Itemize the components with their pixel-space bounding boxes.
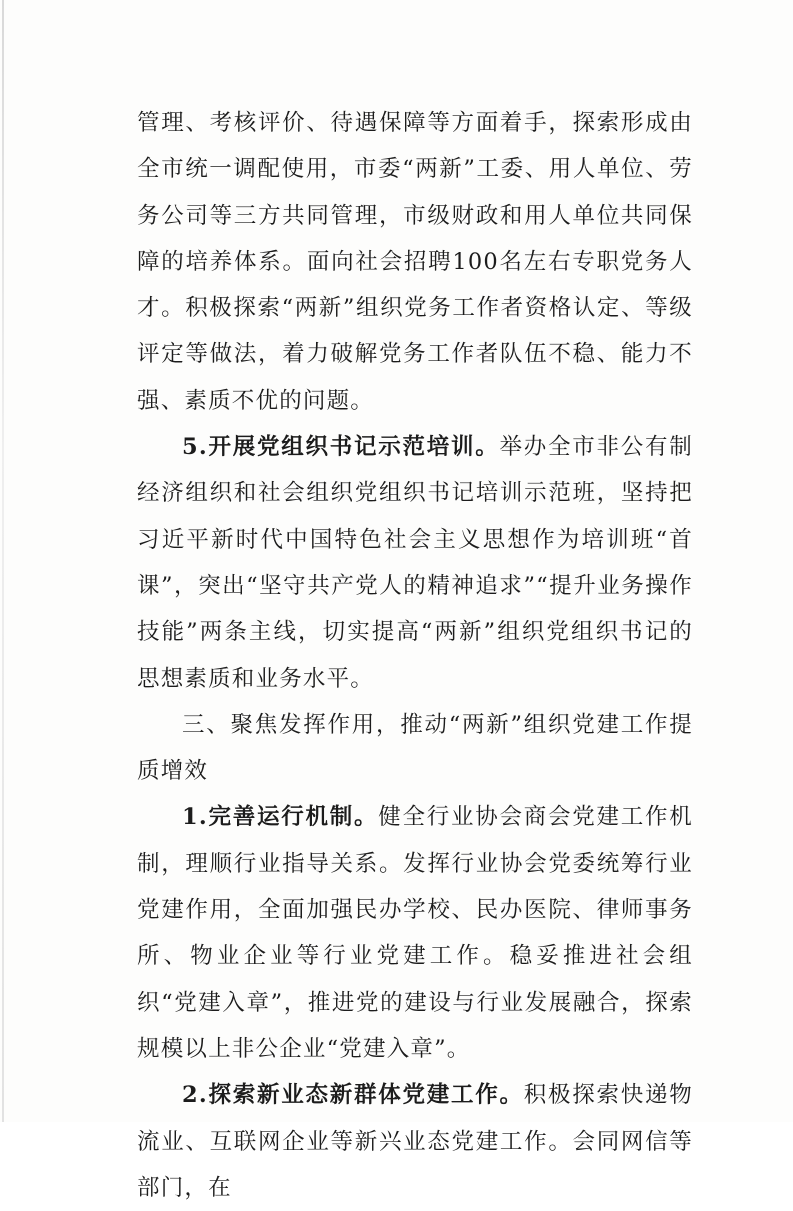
paragraph-heading: 5.开展党组织书记示范培训。 [182,434,500,461]
paragraph-heading: 2.探索新业态新群体党建工作。 [182,1082,524,1109]
paragraph-text: 健全行业协会商会党建工作机制，理顺行业指导关系。发挥行业协会党委统筹行业党建作用，全面加强民办学校、民办医院、律师事务所、物业企业等行业党建工作。稳妥推进社会组织“党建入章”，推进党的建设与行业发展融合，探索规模以上非公企业“党建入章”。 [137,804,693,1062]
paragraph-new-business-forms [137,1072,693,1211]
scan-edge-shadow [2,0,4,1122]
paragraph-operating-mechanism [137,794,693,1072]
paragraph-text: 管理、考核评价、待遇保障等方面着手，探索形成由全市统一调配使用，市委“两新”工委、用人单位、劳务公司等三方共同管理，市级财政和用人单位共同保障的培养体系。面向社会招聘100名左右专职党务人才。积极探索“两新”组织党务工作者资格认定、等级评定等做法，着力破解党务工作者队伍不稳、能力不强、素质不优的问题。 [137,110,693,414]
paragraph-text: 积极探索快递物流业、互联网企业等新兴业态党建工作。会同网信等部门，在 [137,1082,693,1201]
section-heading-text: 三、聚焦发挥作用，推动“两新”组织党建工作提质增效 [137,711,693,785]
section-heading-three [137,702,693,795]
paragraph-secretary-training [137,424,693,702]
paragraph-text: 举办全市非公有制经济组织和社会组织党组织书记培训示范班，坚持把习近平新时代中国特色社会主义思想作为培训班“首课”，突出“坚守共产党人的精神追求”“提升业务操作技能”两条主线，切实提高“两新”组织党组织书记的思想素质和业务水平。 [137,434,693,692]
paragraph-heading: 1.完善运行机制。 [182,804,379,831]
document-body [137,100,693,1211]
paragraph-continuation [137,100,693,424]
